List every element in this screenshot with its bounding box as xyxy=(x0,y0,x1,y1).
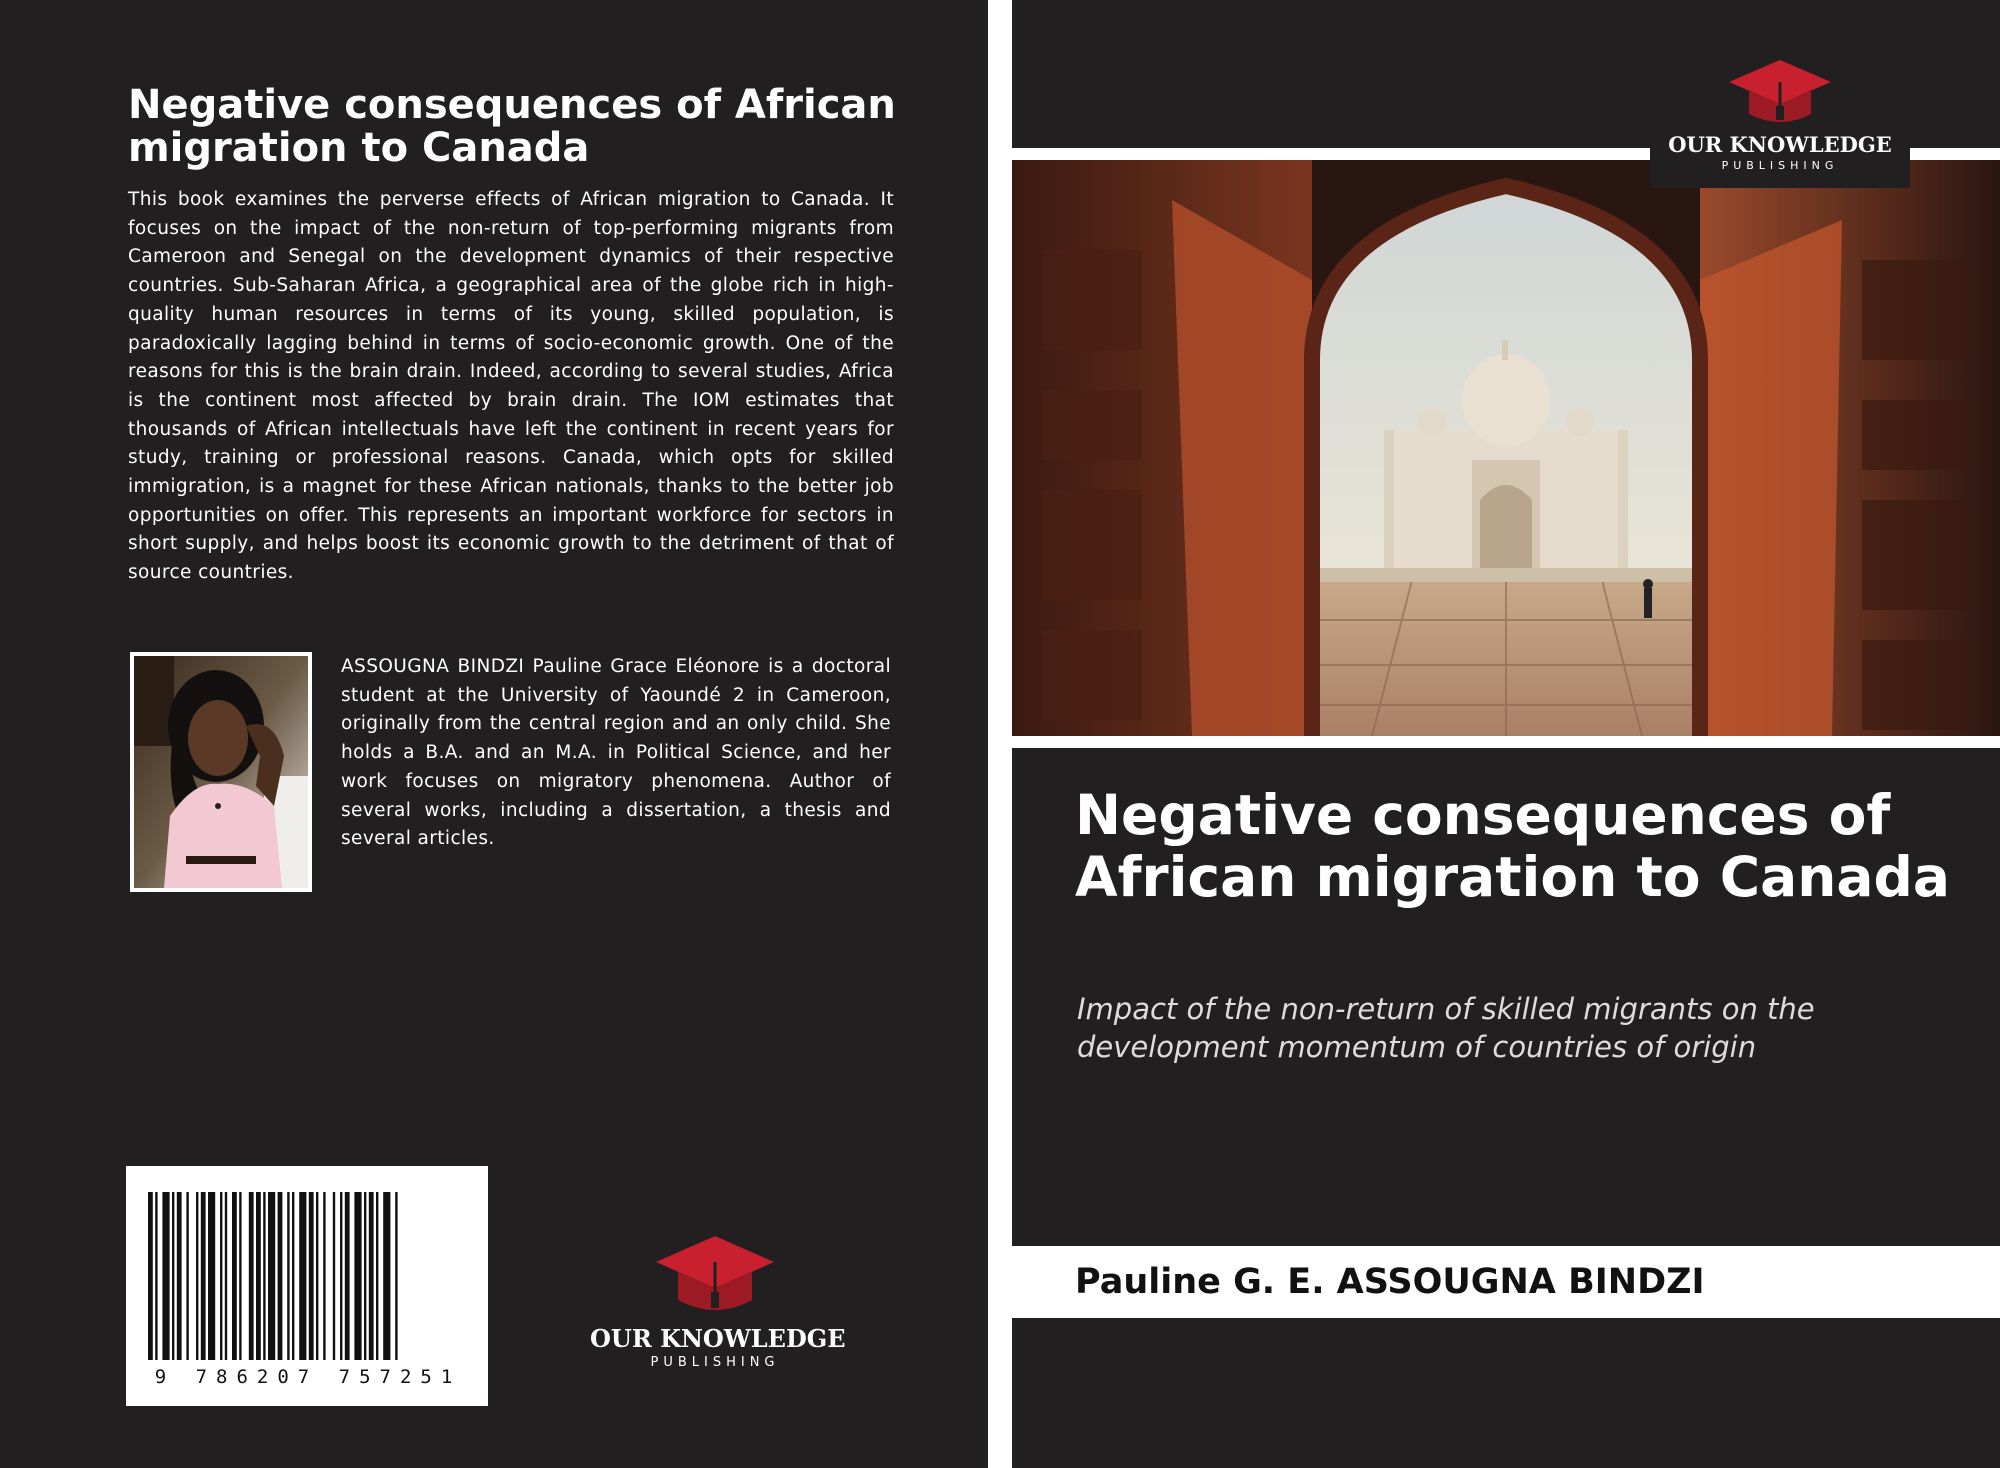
barcode-bar xyxy=(196,1192,198,1360)
front-cover-subtitle: Impact of the non-return of skilled migrants on the development momentum of countries of origin xyxy=(1077,992,1815,1064)
barcode-bar xyxy=(340,1192,342,1360)
barcode-bar xyxy=(383,1192,390,1360)
barcode-bar xyxy=(172,1192,174,1360)
barcode-bar xyxy=(395,1192,397,1360)
barcode-bars xyxy=(126,1166,488,1366)
author-portrait-image xyxy=(134,656,308,888)
barcode-bar xyxy=(333,1192,335,1360)
barcode-bar xyxy=(148,1192,153,1360)
barcode-bar xyxy=(376,1192,378,1360)
barcode-bar xyxy=(287,1192,289,1360)
barcode-bar xyxy=(232,1192,237,1360)
publisher-sub: PUBLISHING xyxy=(650,1355,780,1370)
publisher-name: OUR KNOWLEDGE xyxy=(590,1324,846,1353)
barcode-bar xyxy=(268,1192,275,1360)
barcode-bar xyxy=(239,1192,241,1360)
barcode-bar xyxy=(263,1192,265,1360)
barcode-bar xyxy=(208,1192,215,1360)
front-cover-title: Negative consequences of African migration to Canada xyxy=(1075,783,1950,909)
front-publisher-logo xyxy=(1650,44,1910,188)
barcode-bar xyxy=(369,1192,374,1360)
barcode-bar xyxy=(249,1192,254,1360)
back-cover-title: Negative consequences of African migration to Canada xyxy=(128,82,896,171)
mortarboard-icon xyxy=(1725,56,1835,126)
barcode-bar xyxy=(323,1192,325,1360)
author-bio: ASSOUGNA BINDZI Pauline Grace Eléonore is a doctoral student at the University of Yaoundé 2 in Cameroon, originally from the central region and an only child. She holds a B.A. and an M.A. in Political Science, and her work focuses on migratory phenomena. Author of several works, including a dissertation, a thesis and several articles. xyxy=(341,656,891,850)
back-publisher-logo xyxy=(590,1232,846,1370)
barcode-bar xyxy=(364,1192,366,1360)
isbn-number: 9 786207 757251 xyxy=(154,1366,462,1388)
barcode-bar xyxy=(292,1192,294,1360)
barcode-bar xyxy=(186,1192,188,1360)
barcode-bar xyxy=(299,1192,306,1360)
barcode-bar xyxy=(278,1192,283,1360)
publisher-sub: PUBLISHING xyxy=(1721,159,1839,172)
barcode-bar xyxy=(256,1192,261,1360)
back-cover-description: This book examines the perverse effects of African migration to Canada. It focuses on the impact of the non-return of top-performing migrants from Cameroon and Senegal on the development dynamics of their respective countries. Sub-Saharan Africa, a geographical area of the globe rich in high-quality human resources in terms of its young, skilled population, is paradoxically lagging behind in terms of socio-economic growth. One of the reasons for this is the brain drain. Indeed, according to several studies, Africa is the continent most affected by brain drain. The IOM estimates that thousands of African intellectuals have left the continent in recent years for study, training or professional reasons. Canada, which opts for skilled immigration, is a magnet for these African nationals, thanks to the better job opportunities on offer. This represents an important workforce for sectors in short supply, and helps boost its economic growth to the detriment of that of source countries. xyxy=(128,189,894,584)
barcode-bar xyxy=(155,1192,157,1360)
barcode-bar xyxy=(162,1192,169,1360)
barcode-bar xyxy=(225,1192,227,1360)
cover-photo xyxy=(1012,160,2000,736)
barcode xyxy=(126,1166,488,1406)
mortarboard-icon xyxy=(650,1232,780,1316)
taj-mahal-arch-image xyxy=(1012,160,2000,736)
publisher-name: OUR KNOWLEDGE xyxy=(1668,132,1892,157)
author-photo xyxy=(130,652,312,892)
barcode-bar xyxy=(354,1192,361,1360)
barcode-bar xyxy=(345,1192,350,1360)
barcode-bar xyxy=(220,1192,222,1360)
back-cover xyxy=(0,0,988,1468)
barcode-bar xyxy=(201,1192,206,1360)
barcode-bar xyxy=(177,1192,182,1360)
barcode-bar xyxy=(309,1192,314,1360)
front-bottom-band xyxy=(1012,1318,2000,1468)
front-cover-author: Pauline G. E. ASSOUGNA BINDZI xyxy=(1075,1262,1705,1302)
barcode-bar xyxy=(316,1192,318,1360)
